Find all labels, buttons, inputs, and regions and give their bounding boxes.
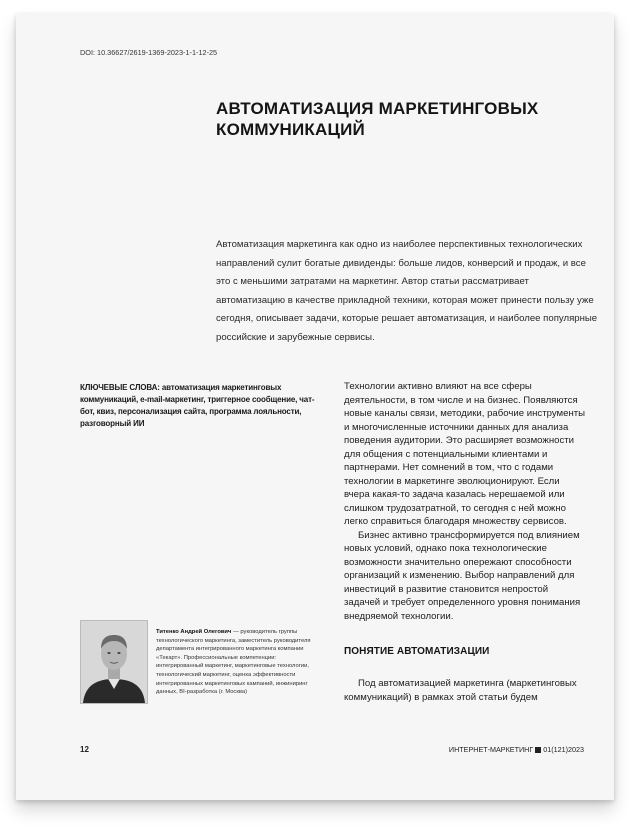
section-heading: ПОНЯТИЕ АВТОМАТИЗАЦИИ	[344, 646, 490, 657]
body-column	[344, 380, 586, 623]
body-paragraph: Под автоматизацией маркетинга (маркетинговых коммуникаций) в рамках этой статьи будем	[344, 678, 577, 703]
article-title: АВТОМАТИЗАЦИЯ МАРКЕТИНГОВЫХ КОММУНИКАЦИЙ	[216, 99, 539, 139]
doi-label: DOI: 10.36627/2619-1369-2023-1-1-12-25	[80, 48, 218, 57]
journal-name: ИНТЕРНЕТ-МАРКЕТИНГ	[448, 745, 534, 754]
journal-page	[16, 14, 614, 800]
article-abstract: Автоматизация маркетинга как одно из наиболее перспективных технологических направлений сулит богатые дивиденды: больше лидов, конверсий и продаж, и все это с меньшими затратами на маркетинг. Автор статьи рассматривает автоматизацию в качестве прикладной техники, которая может принести пользу уже сегодня, описывает задачи, которые решает автоматизация, и наиболее популярные российские и зарубежные сервисы.	[216, 239, 598, 343]
journal-footer	[449, 745, 584, 754]
journal-issue: 01(121)2023	[543, 745, 584, 754]
author-name: Титенко Андрей Олегович	[156, 629, 232, 635]
author-photo	[80, 620, 148, 704]
square-separator-icon	[535, 747, 541, 753]
keywords-block: КЛЮЧЕВЫЕ СЛОВА: автоматизация маркетинговых коммуникаций, e-mail-маркетинг, триггерное сообщение, чат-бот, квиз, персонализация сайта, программа лояльности, разговорный ИИ	[80, 383, 315, 428]
author-bio	[156, 628, 316, 697]
body-paragraph: Бизнес активно трансформируется под влиянием новых условий, однако пока технологические возможности значительно опережают способности организаций к изменению. Выбор направлений для инвестиций в развитие становится непростой задачей и требует определенного уровня понимания внедряемой технологии.	[344, 529, 581, 622]
page-number: 12	[80, 745, 89, 754]
body-paragraph: Технологии активно влияют на все сферы деятельности, в том числе и на бизнес. Появляются новые каналы связи, методики, рабочие инструменты и многочисленные источники данных для анализа поведения аудитории. Это расширяет возможности для общения с потенциальными клиентами и партнерами. Нет сомнений в том, что с годами технологии в маркетинге эволюционируют. Если вчера какая-то задача казалась нерешаемой или слишком трудозатратной, то сегодня с ней можно легко справиться благодаря множеству сервисов.	[344, 381, 586, 527]
author-portrait-icon	[81, 621, 147, 703]
author-description: — руководитель группы технологического маркетинга, заместитель руководителя департамента интегрированного маркетинга компании «Текарт». Профессиональные компетенции: интегрированный маркетинг, маркетинговые технологии, технологический маркетинг, оценка эффективности интегрированных маркетинговых кампаний, инжиниринг данных, BI-разработка (г. Москва)	[156, 629, 311, 696]
